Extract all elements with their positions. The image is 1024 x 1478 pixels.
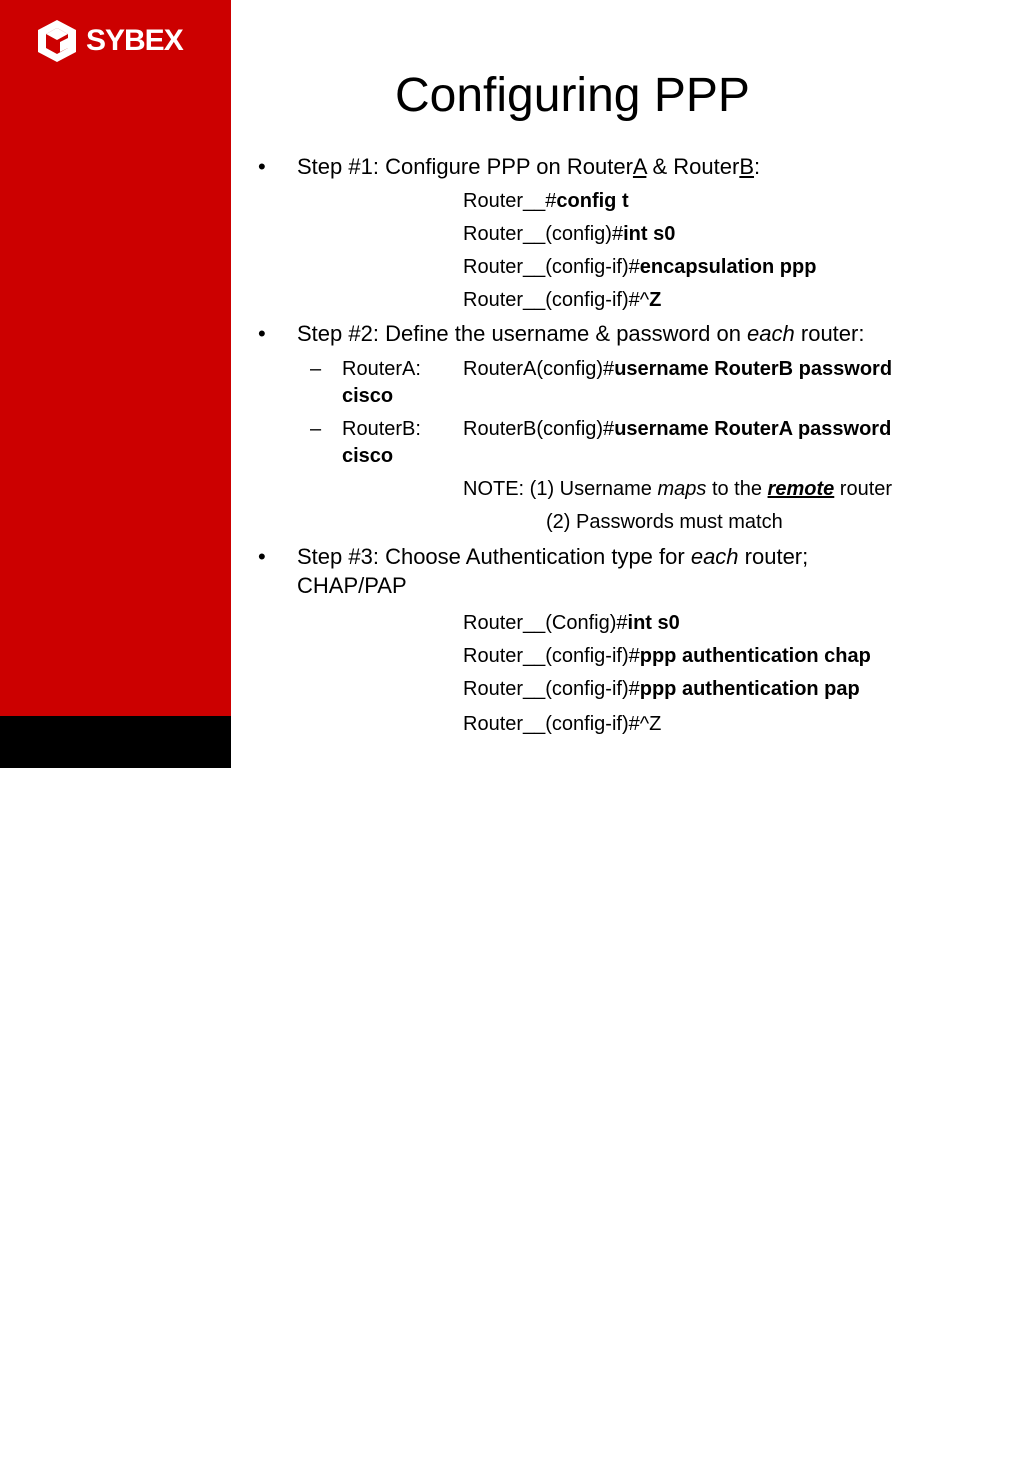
bullet-step2: •	[258, 321, 266, 346]
command-text: encapsulation ppp	[639, 256, 817, 278]
note-line-2: (2) Passwords must match	[546, 511, 783, 533]
note-maps: maps	[657, 478, 707, 500]
step3-heading-cont: CHAP/PAP	[297, 573, 407, 598]
note-text: to the	[706, 478, 768, 500]
sybex-wordmark: SYBEX	[86, 24, 183, 57]
routera-command-cont	[342, 384, 393, 408]
command-prompt: Router__(config-if)#	[463, 645, 640, 667]
note-text: NOTE: (1) Username	[463, 478, 658, 500]
wiley-wordmark: WILEY	[82, 1440, 197, 1477]
wiley-seal-icon	[40, 1441, 76, 1477]
command-prompt: Router__(config-if)#^	[463, 289, 650, 311]
bullet-step1: •	[258, 154, 266, 179]
step1-heading	[297, 153, 760, 181]
command-text: username RouterA password	[614, 418, 892, 440]
command-prompt: Router__(config-if)#	[463, 678, 640, 700]
step1-router-a: A	[632, 154, 647, 179]
step1-command-1	[463, 189, 629, 213]
step3-command-4	[463, 712, 661, 736]
command-text: username RouterB password	[614, 358, 893, 380]
routerb-label: RouterB:	[342, 418, 421, 440]
note-text: router	[834, 478, 893, 500]
wiley-logo	[40, 1440, 197, 1478]
note-remote: remote	[767, 478, 835, 500]
command-text: int s0	[623, 223, 676, 245]
note-line-1	[463, 477, 892, 501]
step1-text: Step #1: Configure PPP on Router	[297, 154, 633, 179]
command-text: int s0	[627, 612, 680, 634]
step3-command-2	[463, 644, 871, 668]
routera-command	[463, 357, 892, 381]
step2-heading	[297, 320, 864, 348]
step2-text: Step #2: Define the username & password on	[297, 321, 748, 346]
step3-text: Step #3: Choose Authentication type for	[297, 544, 691, 569]
sybex-logo	[34, 18, 183, 64]
step3-heading	[297, 543, 808, 571]
step1-amp: & Router	[646, 154, 740, 179]
routera-label: RouterA:	[342, 358, 421, 380]
sybex-cube-icon	[34, 18, 80, 64]
command-prompt: RouterA(config)#	[463, 358, 615, 380]
command-prompt: Router__(config-if)#^Z	[463, 713, 662, 735]
step1-command-2	[463, 222, 675, 246]
command-text: ppp authentication pap	[639, 678, 860, 700]
command-text: ppp authentication chap	[639, 645, 871, 667]
command-prompt: Router__(config-if)#	[463, 256, 640, 278]
step3-text-end: router;	[738, 544, 809, 569]
sidebar-footer	[0, 716, 231, 1477]
command-prompt: RouterB(config)#	[463, 418, 615, 440]
slide-title: Configuring PPP	[395, 69, 750, 122]
step3-each: each	[690, 544, 739, 569]
routerb-command	[463, 417, 891, 441]
step3-command-3	[463, 677, 860, 701]
command-text: config t	[556, 190, 629, 212]
dash-routera: –	[310, 358, 322, 380]
step1-router-b: B	[739, 154, 755, 179]
sidebar-band	[0, 0, 231, 716]
command-text: cisco	[342, 385, 394, 407]
command-text: cisco	[342, 445, 394, 467]
step1-colon: :	[754, 154, 761, 179]
command-prompt: Router__(Config)#	[463, 612, 628, 634]
step2-each: each	[747, 321, 795, 346]
step1-command-3	[463, 255, 816, 279]
step1-command-4	[463, 288, 661, 312]
bullet-step3: •	[258, 544, 266, 569]
dash-routerb: –	[310, 418, 322, 440]
routerb-command-cont	[342, 444, 393, 468]
step3-command-1	[463, 611, 680, 635]
command-text: Z	[649, 289, 662, 311]
command-prompt: Router__#	[463, 190, 557, 212]
step2-text-end: router:	[794, 321, 865, 346]
command-prompt: Router__(config)#	[463, 223, 624, 245]
